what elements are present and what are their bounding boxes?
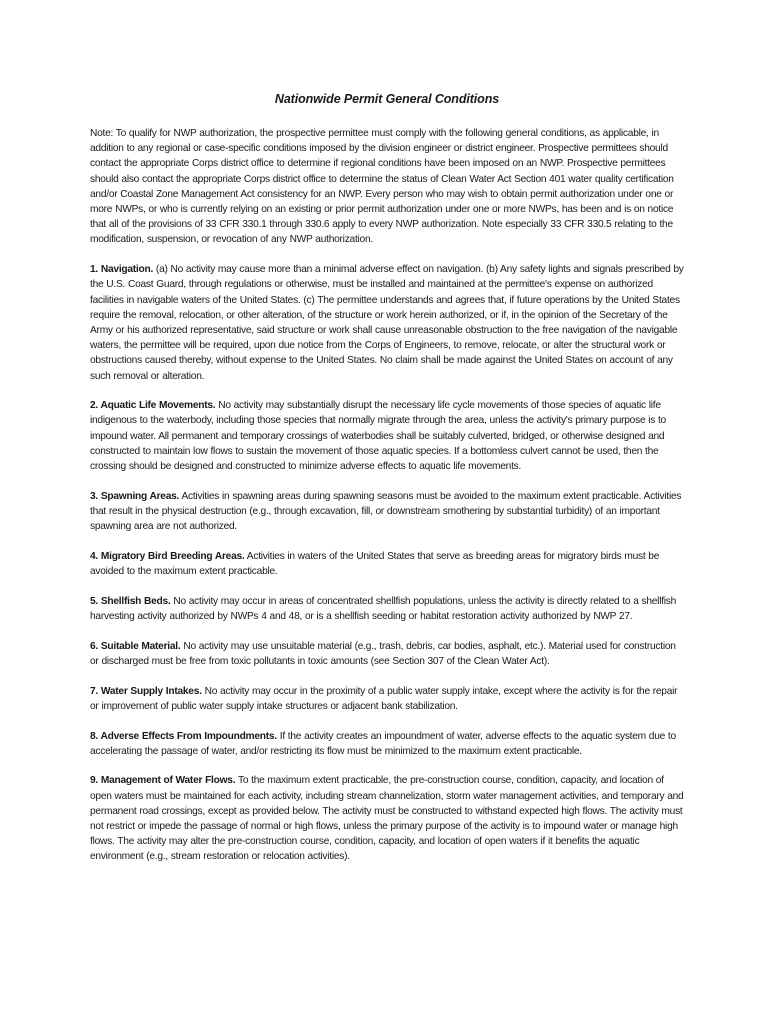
condition-8-adverse-effects-from-impoundments [90,729,684,759]
condition-5-shellfish-beds [90,594,684,624]
condition-text: Activities in spawning areas during spawning seasons must be avoided to the maximum extent practicable. Activities that result in the physical destruction (e.g., through excavation, fill, or downstream smothering by substantial turbidity) of an important spawning area are not authorized. [90,490,682,533]
condition-text: No activity may use unsuitable material (e.g., trash, debris, car bodies, asphalt, etc.). Material used for construction or discharged must be free from toxic pollutants in toxic amounts (see Section 307 of the Clean Water Act). [90,640,676,667]
condition-text: (a) No activity may cause more than a minimal adverse effect on navigation. (b) Any safety lights and signals prescribed by the U.S. Coast Guard, through regulations or otherwise, must be installed and maintained at the permittee's expense on authorized facilities in navigable waters of the United States. (c) The permittee understands and agrees that, if future operations by the United States require the removal, relocation, or other alteration, of the structure or work herein authorized, or if, in the opinion of the Secretary of the Army or his authorized representative, said structure or work shall cause unreasonable obstruction to the free navigation of the navigable waters, the permittee will be required, upon due notice from the Corps of Engineers, to remove, relocate, or alter the structural work or obstructions caused thereby, without expense to the United States. No claim shall be made against the United States on account of any such removal or alteration. [90,264,684,382]
document-title: Nationwide Permit General Conditions [274,92,500,106]
condition-heading: 2. Aquatic Life Movements. [90,400,216,412]
condition-text: Activities in waters of the United States that serve as breeding areas for migratory birds must be avoided to the maximum extent practicable. [90,550,660,578]
condition-heading: 3. Spawning Areas. [90,490,180,502]
condition-3-spawning-areas [90,489,684,535]
condition-text: To the maximum extent practicable, the pre-construction course, condition, capacity, and location of open waters must be maintained for each activity, including stream channelization, storm water management activities, and temporary and permanent road crossings, except as provided below. The activity must be constructed to withstand expected high flows. The activity must not restrict or impede the passage of normal or high flows, unless the primary purpose of the activity is to impound water or manage high flows. The activity may alter the pre-construction course, condition, capacity, and location of open waters if it benefits the aquatic environment (e.g., stream restoration or relocation activities). [90,775,684,863]
condition-heading: 7. Water Supply Intakes. [90,685,202,697]
condition-1-navigation [90,262,684,384]
condition-text: No activity may occur in areas of concentrated shellfish populations, unless the activity is directly related to a shellfish harvesting activity authorized by NWPs 4 and 48, or is a shellfish seeding or habitat restoration activity authorized by NWP 27. [90,595,677,622]
condition-heading: 4. Migratory Bird Breeding Areas. [90,550,245,562]
condition-7-water-supply-intakes [90,684,684,714]
condition-2-aquatic-life-movements [90,398,684,474]
condition-6-suitable-material [90,639,684,669]
condition-text: No activity may substantially disrupt the necessary life cycle movements of those species of aquatic life indigenous to the waterbody, including those species that normally migrate through the area, unless the activity's primary purpose is to impound water. All permanent and temporary crossings of waterbodies shall be suitably culverted, bridged, or otherwise designed and constructed to maintain low flows to sustain the movement of those aquatic species. If a bottomless culvert cannot be used, then the crossing should be designed and constructed to minimize adverse effects to aquatic life movements. [90,400,666,473]
condition-heading: 6. Suitable Material. [90,640,181,652]
condition-heading: 9. Management of Water Flows. [90,775,236,787]
condition-heading: 5. Shellfish Beds. [90,595,171,607]
condition-heading: 1. Navigation. [90,264,154,276]
condition-text: If the activity creates an impoundment of water, adverse effects to the aquatic system due to accelerating the passage of water, and/or restricting its flow must be minimized to the maximum extent practicable. [90,730,676,757]
document-page [90,92,684,879]
intro-note: Note: To qualify for NWP authorization, the prospective permittee must comply with the following general conditions, as applicable, in addition to any regional or case-specific conditions imposed by the division engineer or district engineer. Prospective permittees should contact the appropriate Corps district office to determine if regional conditions have been imposed on an NWP. Prospective permittees should also contact the appropriate Corps district office to determine the status of Clean Water Act Section 401 water quality certification and/or Coastal Zone Management Act consistency for an NWP. Every person who may wish to obtain permit authorization under one or more NWPs, or who is currently relying on an existing or prior permit authorization under one or more NWPs, has been and is on notice that all of the provisions of 33 CFR 330.1 through 330.6 apply to every NWP authorization. Note especially 33 CFR 330.5 relating to the modification, suspension, or revocation of any NWP authorization. [90,128,674,246]
condition-9-management-of-water-flows [90,773,684,864]
condition-heading: 8. Adverse Effects From Impoundments. [90,730,277,742]
condition-text: No activity may occur in the proximity of a public water supply intake, except where the activity is for the repair or improvement of public water supply intake structures or adjacent bank stabilization. [90,685,678,712]
condition-4-migratory-bird-breeding-areas [90,549,684,579]
